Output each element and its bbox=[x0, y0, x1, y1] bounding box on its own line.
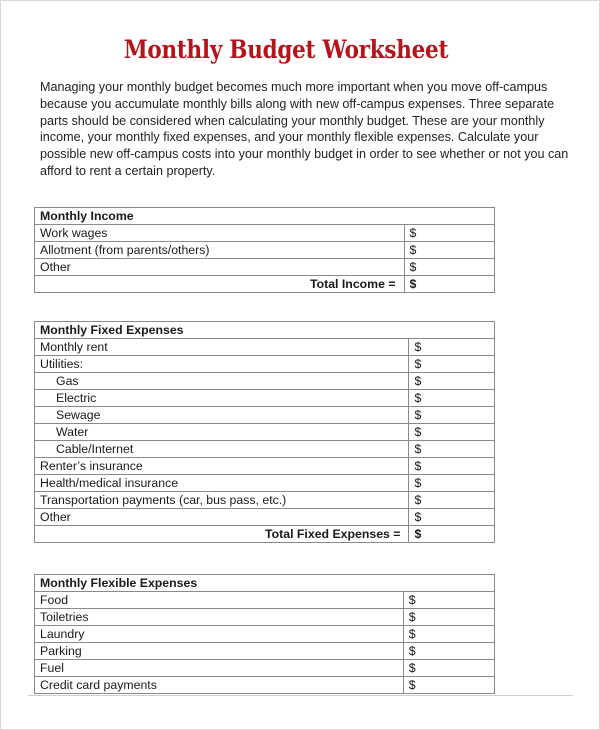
fixed-expenses-heading: Monthly Fixed Expenses bbox=[35, 322, 495, 339]
row-label: Other bbox=[35, 509, 409, 526]
income-heading: Monthly Income bbox=[35, 208, 495, 225]
amount-field[interactable]: $ bbox=[409, 407, 495, 424]
table-header-row bbox=[35, 575, 495, 592]
row-label: Health/medical insurance bbox=[35, 475, 409, 492]
amount-field[interactable]: $ bbox=[403, 643, 494, 660]
row-label: Sewage bbox=[35, 407, 409, 424]
row-label: Monthly rent bbox=[35, 339, 409, 356]
fixed-expenses-table bbox=[34, 321, 495, 543]
table-row bbox=[35, 242, 495, 259]
table-header-row bbox=[35, 208, 495, 225]
amount-field[interactable]: $ bbox=[409, 356, 495, 373]
table-row bbox=[35, 225, 495, 242]
intro-line: income, your monthly fixed expenses, and your monthly flexible expenses. Calculate your bbox=[40, 130, 539, 145]
amount-field[interactable]: $ bbox=[409, 475, 495, 492]
row-label: Cable/Internet bbox=[35, 441, 409, 458]
amount-field[interactable]: $ bbox=[403, 677, 494, 694]
total-row bbox=[35, 526, 495, 543]
table-row bbox=[35, 660, 495, 677]
flexible-expenses-heading: Monthly Flexible Expenses bbox=[35, 575, 495, 592]
amount-field[interactable]: $ bbox=[409, 424, 495, 441]
income-table bbox=[34, 207, 495, 293]
table-row bbox=[35, 441, 495, 458]
intro-line: parts should be considered when calculating your monthly budget. These are your monthly bbox=[40, 113, 545, 128]
flexible-expenses-table bbox=[34, 574, 495, 694]
amount-field[interactable]: $ bbox=[404, 242, 494, 259]
row-label: Transportation payments (car, bus pass, etc.) bbox=[35, 492, 409, 509]
table-row bbox=[35, 475, 495, 492]
table-header-row bbox=[35, 322, 495, 339]
row-label: Water bbox=[35, 424, 409, 441]
row-label: Work wages bbox=[35, 225, 405, 242]
amount-field[interactable]: $ bbox=[409, 390, 495, 407]
row-label: Renter’s insurance bbox=[35, 458, 409, 475]
row-label: Other bbox=[35, 259, 405, 276]
table-row bbox=[35, 390, 495, 407]
total-row bbox=[35, 276, 495, 293]
table-row bbox=[35, 509, 495, 526]
intro-line: because you accumulate monthly bills along with new off-campus expenses. Three separate bbox=[40, 96, 555, 111]
table-row bbox=[35, 259, 495, 276]
table-row bbox=[35, 373, 495, 390]
amount-field[interactable]: $ bbox=[409, 373, 495, 390]
amount-field[interactable]: $ bbox=[409, 441, 495, 458]
row-label: Gas bbox=[35, 373, 409, 390]
row-label: Parking bbox=[35, 643, 404, 660]
amount-field[interactable]: $ bbox=[409, 509, 495, 526]
intro-line: possible new off-campus costs into your monthly budget in order to see whether or not you can bbox=[40, 147, 569, 162]
row-label: Food bbox=[35, 592, 404, 609]
total-income-field[interactable]: $ bbox=[404, 276, 494, 293]
total-fixed-field[interactable]: $ bbox=[409, 526, 495, 543]
amount-field[interactable]: $ bbox=[403, 609, 494, 626]
table-row bbox=[35, 458, 495, 475]
row-label: Utilities: bbox=[35, 356, 409, 373]
page-title: Monthly Budget Worksheet bbox=[123, 35, 449, 64]
amount-field[interactable]: $ bbox=[403, 626, 494, 643]
table-row bbox=[35, 492, 495, 509]
table-row bbox=[35, 609, 495, 626]
row-label: Electric bbox=[35, 390, 409, 407]
amount-field[interactable]: $ bbox=[404, 225, 494, 242]
row-label: Allotment (from parents/others) bbox=[35, 242, 405, 259]
table-row bbox=[35, 356, 495, 373]
row-label: Toiletries bbox=[35, 609, 404, 626]
total-fixed-label: Total Fixed Expenses = bbox=[35, 526, 409, 543]
row-label: Credit card payments bbox=[35, 677, 404, 694]
table-row bbox=[35, 626, 495, 643]
intro-line: Managing your monthly budget becomes much more important when you move off-campus bbox=[40, 80, 548, 94]
table-row bbox=[35, 677, 495, 694]
amount-field[interactable]: $ bbox=[409, 492, 495, 509]
table-row bbox=[35, 424, 495, 441]
intro-line: afford to rent a certain property. bbox=[40, 163, 216, 178]
amount-field[interactable]: $ bbox=[404, 259, 494, 276]
table-row bbox=[35, 643, 495, 660]
table-row bbox=[35, 592, 495, 609]
page-divider bbox=[28, 695, 573, 696]
amount-field[interactable]: $ bbox=[409, 339, 495, 356]
amount-field[interactable]: $ bbox=[403, 660, 494, 677]
row-label: Laundry bbox=[35, 626, 404, 643]
row-label: Fuel bbox=[35, 660, 404, 677]
total-income-label: Total Income = bbox=[35, 276, 405, 293]
amount-field[interactable]: $ bbox=[409, 458, 495, 475]
table-row bbox=[35, 339, 495, 356]
table-row bbox=[35, 407, 495, 424]
intro-paragraph bbox=[40, 79, 580, 180]
amount-field[interactable]: $ bbox=[403, 592, 494, 609]
